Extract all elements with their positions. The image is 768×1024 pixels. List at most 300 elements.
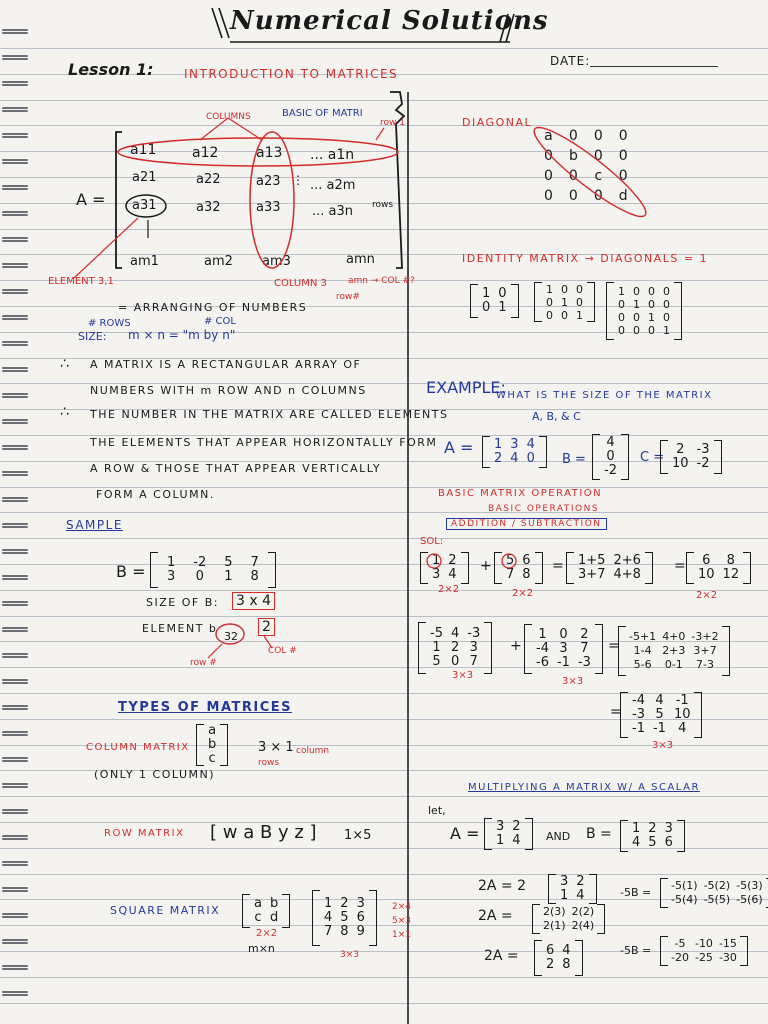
step1-lhs: 2A = 2 xyxy=(478,878,527,894)
matrix-cell: -2 xyxy=(193,555,207,570)
spiral-ring xyxy=(2,964,28,973)
matrix-cell: 1 xyxy=(663,324,670,337)
example-question: WHAT IS THE SIZE OF THE MATRIX xyxy=(496,390,713,401)
matrix-cell: 0 xyxy=(561,308,568,322)
diagonal-cell: c xyxy=(594,168,603,184)
step3-matrix xyxy=(534,940,583,976)
matrix-cell: 0 xyxy=(663,285,670,298)
matrix-cell: 0 xyxy=(618,324,625,337)
a-equals: A = xyxy=(76,190,106,209)
elem-a31: a31 xyxy=(132,198,157,213)
matrix-cell: 8 xyxy=(522,567,531,582)
spiral-ring xyxy=(2,886,28,895)
diagonal-cell: 0 xyxy=(544,168,553,184)
matrix-cell: 7 xyxy=(580,641,589,656)
matrix-cell: 7 xyxy=(324,924,333,939)
matrix-cell: 1 xyxy=(561,295,568,309)
row-hash: row # xyxy=(190,658,217,668)
neg5b-lhs-2: -5B = xyxy=(620,944,652,957)
matrix-cell: 4 xyxy=(655,693,664,708)
diagonal-cell: a xyxy=(544,128,553,144)
size-of-b-label: SIZE OF B: xyxy=(146,596,219,609)
def-line-4: THE ELEMENTS THAT APPEAR HORIZONTALLY FORM xyxy=(90,436,438,449)
diagonal-label: DIAGONAL xyxy=(462,116,533,129)
diagonal-cell: 0 xyxy=(568,128,578,144)
matrix-cell: -2 xyxy=(604,463,617,478)
ex1-right-size: 2×2 xyxy=(512,588,534,599)
matrix-cell: 1 xyxy=(167,555,176,570)
elem-a23: a23 xyxy=(256,174,281,189)
ex2-result-size: 3×3 xyxy=(652,740,674,751)
matrix-cell: 3 xyxy=(356,896,365,911)
matrix-cell: -1 xyxy=(652,721,666,736)
equals-sign-2: = xyxy=(674,558,686,574)
let-label: let, xyxy=(428,804,446,817)
matrix-cell: 6 xyxy=(664,835,673,850)
matrix-cell: -5 xyxy=(674,937,686,950)
matrix-cell: 0 xyxy=(498,286,507,301)
basic-of-matrix-label: BASIC OF MATRI xyxy=(282,108,363,119)
matrix-cell: 0 xyxy=(648,285,655,298)
ruled-line xyxy=(0,1003,768,1004)
matrix-cell: -25 xyxy=(694,951,713,964)
rows-small-label: rows xyxy=(258,758,280,768)
matrix-cell: -2 xyxy=(696,456,710,471)
neg5b-lhs: -5B = xyxy=(620,886,652,899)
ruled-line xyxy=(0,977,768,978)
spiral-ring xyxy=(2,730,28,739)
matrix-cell: 0 xyxy=(663,298,670,311)
matrix-cell: -15 xyxy=(718,937,737,950)
matrix-cell: 3 xyxy=(664,821,673,836)
ruled-line xyxy=(0,796,768,797)
elem-a1n: ... a1n xyxy=(310,147,355,163)
scalar-b-eq: B = xyxy=(586,826,612,842)
matrix-cell: 4 xyxy=(526,437,535,452)
matrix-cell: -5+1 xyxy=(629,630,657,643)
elem-a22: a22 xyxy=(196,172,221,187)
matrix-cell: 1 xyxy=(432,640,441,655)
matrix-cell: 0 xyxy=(648,298,655,311)
side-note-1: 2×4 xyxy=(392,902,411,912)
ruled-line xyxy=(0,899,768,900)
size-of-b-value: 3 x 4 xyxy=(232,592,275,610)
addition-subtraction-box: ADDITION / SUBTRACTION xyxy=(446,518,607,530)
side-note-3: 1×1 xyxy=(392,930,411,940)
ruled-line xyxy=(0,925,768,926)
elem-a3n: ... a3n xyxy=(312,204,354,219)
matrix-cell: 0 xyxy=(450,654,460,669)
and-label: AND xyxy=(546,830,571,843)
matrix-cell: -5 xyxy=(430,626,443,641)
matrix-cell: 0 xyxy=(618,298,625,311)
row1-label: row 1 xyxy=(380,118,405,128)
diagonal-cell: 0 xyxy=(618,128,628,144)
ex2-right-size: 3×3 xyxy=(562,676,584,687)
square-2x2 xyxy=(242,894,290,928)
matrix-cell: 9 xyxy=(356,924,365,939)
scalar-matrix-a xyxy=(484,818,533,850)
matrix-cell: 1 xyxy=(224,569,233,584)
matrix-cell: 2 xyxy=(340,896,349,911)
b-equals: B = xyxy=(116,562,146,581)
matrix-cell: 3 xyxy=(496,819,505,834)
spiral-ring xyxy=(2,782,28,791)
elem-am1: am1 xyxy=(130,254,159,269)
sample-heading: SAMPLE xyxy=(66,518,123,532)
matrix-cell: 6 xyxy=(356,910,365,925)
matrix-cell: 0 xyxy=(633,324,640,337)
matrix-cell: -3 xyxy=(632,707,645,722)
matrix-cell: 2 xyxy=(448,553,457,568)
elem-a2m: ... a2m xyxy=(310,178,356,193)
ex2-right xyxy=(524,624,603,674)
arranging-numbers: = ARRANGING OF NUMBERS xyxy=(118,301,308,314)
matrix-cell: 0 xyxy=(482,300,491,315)
diagonal-cell: 0 xyxy=(544,148,553,164)
therefore-icon: ∴ xyxy=(60,356,69,372)
matrix-cell: -6 xyxy=(536,655,549,670)
matrix-cell: 6 xyxy=(702,553,711,568)
matrix-cell: 2 xyxy=(576,874,585,889)
matrix-cell: 2 xyxy=(546,957,555,972)
matrix-cell: 2 xyxy=(580,627,589,642)
matrix-cell: 7-3 xyxy=(696,658,714,671)
elem-a21: a21 xyxy=(132,170,157,185)
matrix-cell: 1 xyxy=(648,311,655,324)
size-label: SIZE: xyxy=(78,330,107,343)
step2-matrix xyxy=(532,904,605,934)
neg5b-matrix xyxy=(660,878,768,908)
ex2-left xyxy=(418,622,492,674)
matrix-cell: 1 xyxy=(432,553,441,568)
matrix-cell: 1 xyxy=(633,298,640,311)
matrix-cell: 0 xyxy=(576,282,583,296)
diagonal-cell: d xyxy=(618,188,628,204)
matrix-cell: 1 xyxy=(482,286,491,301)
matrix-cell: 3+7 xyxy=(578,567,606,582)
therefore-icon-2: ∴ xyxy=(60,404,69,420)
matrix-cell: 4 xyxy=(450,626,460,641)
elem-am3: am3 xyxy=(262,254,291,269)
equals-sign-4: = xyxy=(610,704,622,720)
matrix-cell: 5-6 xyxy=(633,658,652,671)
def-line-5: A ROW & THOSE THAT APPEAR VERTICALLY xyxy=(90,462,382,475)
col-val-b: b xyxy=(208,737,217,752)
matrix-cell: c xyxy=(254,910,262,925)
matrix-cell: 1 xyxy=(494,437,503,452)
matrix-cell: 6 xyxy=(546,943,555,958)
matrix-cell: d xyxy=(269,910,279,925)
matrix-cell: 3+7 xyxy=(693,644,717,657)
step1-matrix xyxy=(548,874,597,904)
scalar-a-eq: A = xyxy=(450,824,480,843)
spiral-ring xyxy=(2,938,28,947)
matrix-cell: 0 xyxy=(663,311,670,324)
matrix-cell: 4+0 xyxy=(662,630,686,643)
matrix-cell: 5 xyxy=(506,553,515,568)
diagonal-cell: 0 xyxy=(568,188,578,204)
ex2-sum xyxy=(618,626,730,676)
matrix-cell: 8 xyxy=(250,569,259,584)
types-heading: TYPES OF MATRICES xyxy=(118,700,293,715)
matrix-cell: 5 xyxy=(432,654,441,669)
step2-lhs: 2A = xyxy=(478,908,513,924)
column-small: column xyxy=(296,746,330,756)
col-val-c: c xyxy=(208,751,216,766)
sq2-size: 2×2 xyxy=(256,928,278,939)
matrix-cell: 1 xyxy=(632,821,641,836)
matrix-cell: 0 xyxy=(526,451,535,466)
elem-a33: a33 xyxy=(256,200,281,215)
matrix-cell: -1 xyxy=(675,693,689,708)
matrix-cell: 3 xyxy=(510,437,519,452)
matrix-cell: -4 xyxy=(632,693,645,708)
matrix-cell: -3 xyxy=(577,655,591,670)
matrix-cell: 2(1) xyxy=(543,919,566,932)
col-val-a: a xyxy=(208,723,217,738)
matrix-cell: 8 xyxy=(340,924,349,939)
matrix-cell: 2(4) xyxy=(571,919,595,932)
matrix-cell: 3 xyxy=(432,567,441,582)
side-note-2: 5×3 xyxy=(392,916,411,926)
def-line-1: A MATRIX IS A RECTANGULAR ARRAY OF xyxy=(90,358,362,371)
matrix-cell: 4 xyxy=(324,910,333,925)
lesson-topic: INTRODUCTION TO MATRICES xyxy=(184,67,399,81)
step3-lhs: 2A = xyxy=(484,948,519,964)
ex2-result xyxy=(620,692,702,738)
square-3x3 xyxy=(312,890,377,946)
plus-sign-2: + xyxy=(510,638,522,654)
matrix-cell: -1 xyxy=(556,655,570,670)
rows-small: # ROWS xyxy=(88,318,131,329)
matrix-cell: 3 xyxy=(560,874,569,889)
ruled-line xyxy=(0,874,768,875)
matrix-cell: 1 xyxy=(496,833,505,848)
matrix-cell: 3 xyxy=(167,569,176,584)
matrix-cell: 3 xyxy=(469,640,478,655)
matrix-cell: 7 xyxy=(250,555,259,570)
matrix-cell: 4 xyxy=(510,451,519,466)
diagonal-cell: 0 xyxy=(593,128,603,144)
matrix-cell: 1-4 xyxy=(633,644,652,657)
matrix-cell: 0 xyxy=(561,282,568,296)
amn-note: amn → COL #? xyxy=(348,276,415,286)
matrix-cell: -4 xyxy=(536,641,549,656)
col-small: # COL xyxy=(204,316,236,327)
matrix-cell: 2+3 xyxy=(662,644,686,657)
elem-a12: a12 xyxy=(192,145,219,161)
matrix-cell: 1 xyxy=(546,282,553,296)
matrix-cell: -5(6) xyxy=(736,893,763,906)
matrix-cell: 0 xyxy=(546,295,553,309)
matrix-cell: 2 xyxy=(450,640,460,655)
ex1-result-size: 2×2 xyxy=(696,590,718,601)
matrix-cell: 8 xyxy=(562,957,571,972)
diagonal-cell: 0 xyxy=(618,168,628,184)
operation-sub: BASIC OPERATIONS xyxy=(488,504,600,514)
matrix-cell: 10 xyxy=(698,567,715,582)
sq3-size: 3×3 xyxy=(340,950,359,960)
column-matrix xyxy=(196,724,228,766)
matrix-cell: 2 xyxy=(648,821,657,836)
rows-label: rows xyxy=(372,200,394,210)
matrix-cell: 6 xyxy=(522,553,531,568)
row-matrix-values: [ w a B y z ] xyxy=(210,822,317,843)
column-note: (ONLY 1 COLUMN) xyxy=(94,768,216,781)
ruled-line xyxy=(0,951,768,952)
scalar-matrix-b xyxy=(620,820,685,852)
def-line-3: THE NUMBER IN THE MATRIX ARE CALLED ELEMENTS xyxy=(90,408,449,421)
matrix-cell: 1+5 xyxy=(578,553,606,568)
element-b-value: 2 xyxy=(258,618,275,636)
column3-label: COLUMN 3 xyxy=(274,278,327,289)
diagonal-cell: 0 xyxy=(593,148,603,164)
column-matrix-label: COLUMN MATRIX xyxy=(86,742,190,753)
matrix-cell: 2 xyxy=(676,442,685,457)
matrix-cell: 2 xyxy=(512,819,521,834)
matrix-cell: 0 xyxy=(195,569,204,584)
sol-label: SOL: xyxy=(420,536,444,547)
matrix-cell: 1 xyxy=(538,627,547,642)
matrix-cell: 4 xyxy=(512,833,521,848)
columns-label: COLUMNS xyxy=(206,112,251,122)
lesson-label: Lesson 1: xyxy=(68,60,154,79)
diagonal-cell: 0 xyxy=(618,148,628,164)
matrix-cell: -20 xyxy=(671,951,689,964)
matrix-cell: 1 xyxy=(576,308,583,322)
matrix-cell: 0 xyxy=(576,295,583,309)
matrix-cell: -5(1) xyxy=(671,879,698,892)
equals-sign-3: = xyxy=(608,638,620,654)
matrix-cell: 10 xyxy=(673,707,691,722)
row-matrix-size: 1×5 xyxy=(344,828,372,843)
date-label: DATE: xyxy=(550,54,591,68)
matrix-cell: 4 xyxy=(632,835,641,850)
ex1-left-size: 2×2 xyxy=(438,584,460,595)
matrix-cell: 0-1 xyxy=(664,658,683,671)
elem-a13: a13 xyxy=(256,145,283,161)
example-names: A, B, & C xyxy=(532,410,581,423)
matrix-cell: -3 xyxy=(467,626,481,641)
matrix-cell: 1 xyxy=(618,285,625,298)
matrix-cell: 8 xyxy=(726,553,735,568)
diagonal-cell: 0 xyxy=(568,168,578,184)
matrix-cell: 2(2) xyxy=(571,905,595,918)
scalar-heading: MULTIPLYING A MATRIX W/ A SCALAR xyxy=(468,782,700,793)
matrix-cell: 0 xyxy=(633,311,640,324)
matrix-cell: 5 xyxy=(224,555,233,570)
matrix-cell: 4 xyxy=(562,943,571,958)
matrix-cell: 5 xyxy=(648,835,657,850)
mxn-label: m×n xyxy=(248,942,275,955)
column-size: 3 × 1 xyxy=(258,740,294,755)
matrix-cell: 2(3) xyxy=(543,905,566,918)
matrix-cell: -30 xyxy=(718,951,737,964)
matrix-cell: 2+6 xyxy=(613,553,641,568)
matrix-cell: 3 xyxy=(559,641,568,656)
spiral-ring xyxy=(2,860,28,869)
matrix-cell: -5(3) xyxy=(736,879,763,892)
ex2-left-size: 3×3 xyxy=(452,670,474,681)
example-c-eq: C = xyxy=(640,450,665,465)
matrix-cell: 2 xyxy=(494,451,503,466)
square-matrix-label: SQUARE MATRIX xyxy=(110,904,221,917)
svg-text:⋮: ⋮ xyxy=(292,173,304,187)
element-b-label: ELEMENT b xyxy=(142,622,218,635)
spiral-ring xyxy=(2,704,28,713)
spiral-ring xyxy=(2,834,28,843)
matrix-cell: 0 xyxy=(618,311,625,324)
matrix-cell: 0 xyxy=(559,627,568,642)
matrix-cell: -3+2 xyxy=(691,630,719,643)
matrix-cell: 4+8 xyxy=(613,567,641,582)
example-a-eq: A = xyxy=(444,438,474,457)
matrix-cell: 0 xyxy=(546,308,553,322)
neg5b-result xyxy=(660,936,748,966)
row-hash-note: row# xyxy=(336,292,360,302)
matrix-cell: -3 xyxy=(696,442,710,457)
diagonal-cell: 0 xyxy=(544,188,553,204)
matrix-cell: 4 xyxy=(606,435,615,450)
matrix-cell: 0 xyxy=(633,285,640,298)
spiral-ring xyxy=(2,990,28,999)
matrix-cell: 1 xyxy=(498,300,507,315)
matrix-cell: 5 xyxy=(340,910,349,925)
elem-amn: amn xyxy=(346,252,375,267)
def-line-6: FORM A COLUMN. xyxy=(96,488,215,501)
plus-sign-1: + xyxy=(480,558,492,574)
matrix-cell: 4 xyxy=(448,567,457,582)
matrix-cell: a xyxy=(254,896,262,911)
matrix-cell: 12 xyxy=(722,567,740,582)
element-b-sub: 32 xyxy=(224,630,238,643)
operation-heading: BASIC MATRIX OPERATION xyxy=(438,488,603,499)
matrix-cell: 0 xyxy=(606,449,615,464)
spiral-ring xyxy=(2,808,28,817)
matrix-cell: -5(5) xyxy=(703,893,731,906)
elem-am2: am2 xyxy=(204,254,233,269)
diagonal-cell: 0 xyxy=(593,188,603,204)
matrix-cell: -5(4) xyxy=(671,893,698,906)
matrix-cell: -5(2) xyxy=(703,879,731,892)
size-formula: m × n = "m by n" xyxy=(128,328,236,342)
example-label: EXAMPLE: xyxy=(426,378,506,397)
identity-label: IDENTITY MATRIX → DIAGONALS = 1 xyxy=(462,252,709,265)
row-matrix-label: ROW MATRIX xyxy=(104,828,185,839)
equals-sign-1: = xyxy=(552,558,564,574)
matrix-cell: 1 xyxy=(324,896,333,911)
element-31-label: ELEMENT 3,1 xyxy=(48,276,114,287)
example-b-eq: B = xyxy=(562,452,586,467)
diagonal-cell: b xyxy=(568,148,578,164)
matrix-cell: 0 xyxy=(648,324,655,337)
spiral-ring xyxy=(2,756,28,765)
def-line-2: NUMBERS WITH m ROW AND n COLUMNS xyxy=(90,384,367,397)
matrix-cell: 4 xyxy=(678,721,687,736)
matrix-cell: 1 xyxy=(560,888,569,903)
page-title: Numerical Solutions xyxy=(230,6,549,36)
matrix-cell: 10 xyxy=(672,456,689,471)
matrix-cell: 7 xyxy=(506,567,515,582)
elem-a11: a11 xyxy=(130,142,157,158)
col-hash: COL # xyxy=(268,646,297,656)
matrix-cell: 7 xyxy=(469,654,478,669)
elem-a32: a32 xyxy=(196,200,221,215)
spiral-ring xyxy=(2,912,28,921)
matrix-cell: 5 xyxy=(655,707,664,722)
matrix-cell: 4 xyxy=(576,888,585,903)
